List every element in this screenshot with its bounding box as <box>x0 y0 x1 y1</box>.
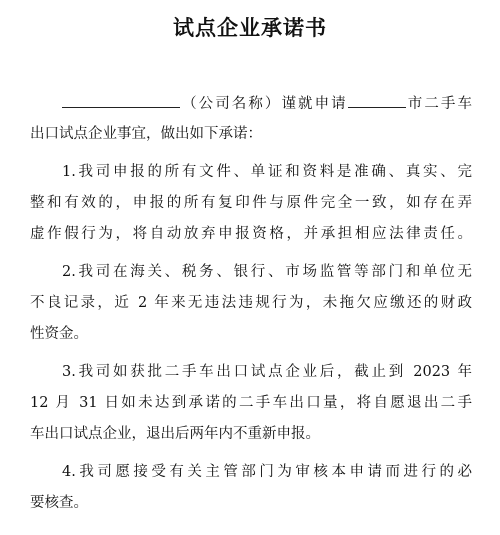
intro-line-1 <box>62 93 472 114</box>
item-1-line-2: 整和有效的，申报的所有复印件与原件完全一致，如存在弄 <box>30 195 472 211</box>
item-4-line-1: 4.我司愿接受有关主管部门为审核本申请而进行的必 <box>62 464 472 480</box>
item-2-line-2: 不良记录，近 2 年来无违法违规行为，未拖欠应缴还的财政 <box>30 295 472 311</box>
item-1-line-1: 1.我司申报的所有文件、单证和资料是准确、真实、完 <box>62 164 472 180</box>
item-1-line-3: 虚作假行为，将自动放弃申报资格，并承担相应法律责任。 <box>30 226 472 242</box>
item-3-line-1: 3.我司如获批二手车出口试点企业后，截止到 2023 年 <box>62 364 472 380</box>
item-4-line-2: 要核查。 <box>30 495 88 511</box>
page-title: 试点企业承诺书 <box>173 16 327 40</box>
item-3-line-2: 12 月 31 日如未达到承诺的二手车出口量，将自愿退出二手 <box>30 395 472 411</box>
item-3-line-3: 车出口试点企业，退出后两年内不重新申报。 <box>30 426 320 442</box>
item-2-line-3: 性资金。 <box>30 326 88 342</box>
intro-part-1: （公司名称）谨就申请 <box>180 96 348 112</box>
intro-part-2: 市二手车 <box>405 96 473 112</box>
company-name-blank <box>62 93 180 108</box>
city-name-blank <box>348 93 406 108</box>
intro-line-2: 出口试点企业事宜，做出如下承诺： <box>30 126 262 142</box>
item-2-line-1: 2.我司在海关、税务、银行、市场监管等部门和单位无 <box>62 264 472 280</box>
